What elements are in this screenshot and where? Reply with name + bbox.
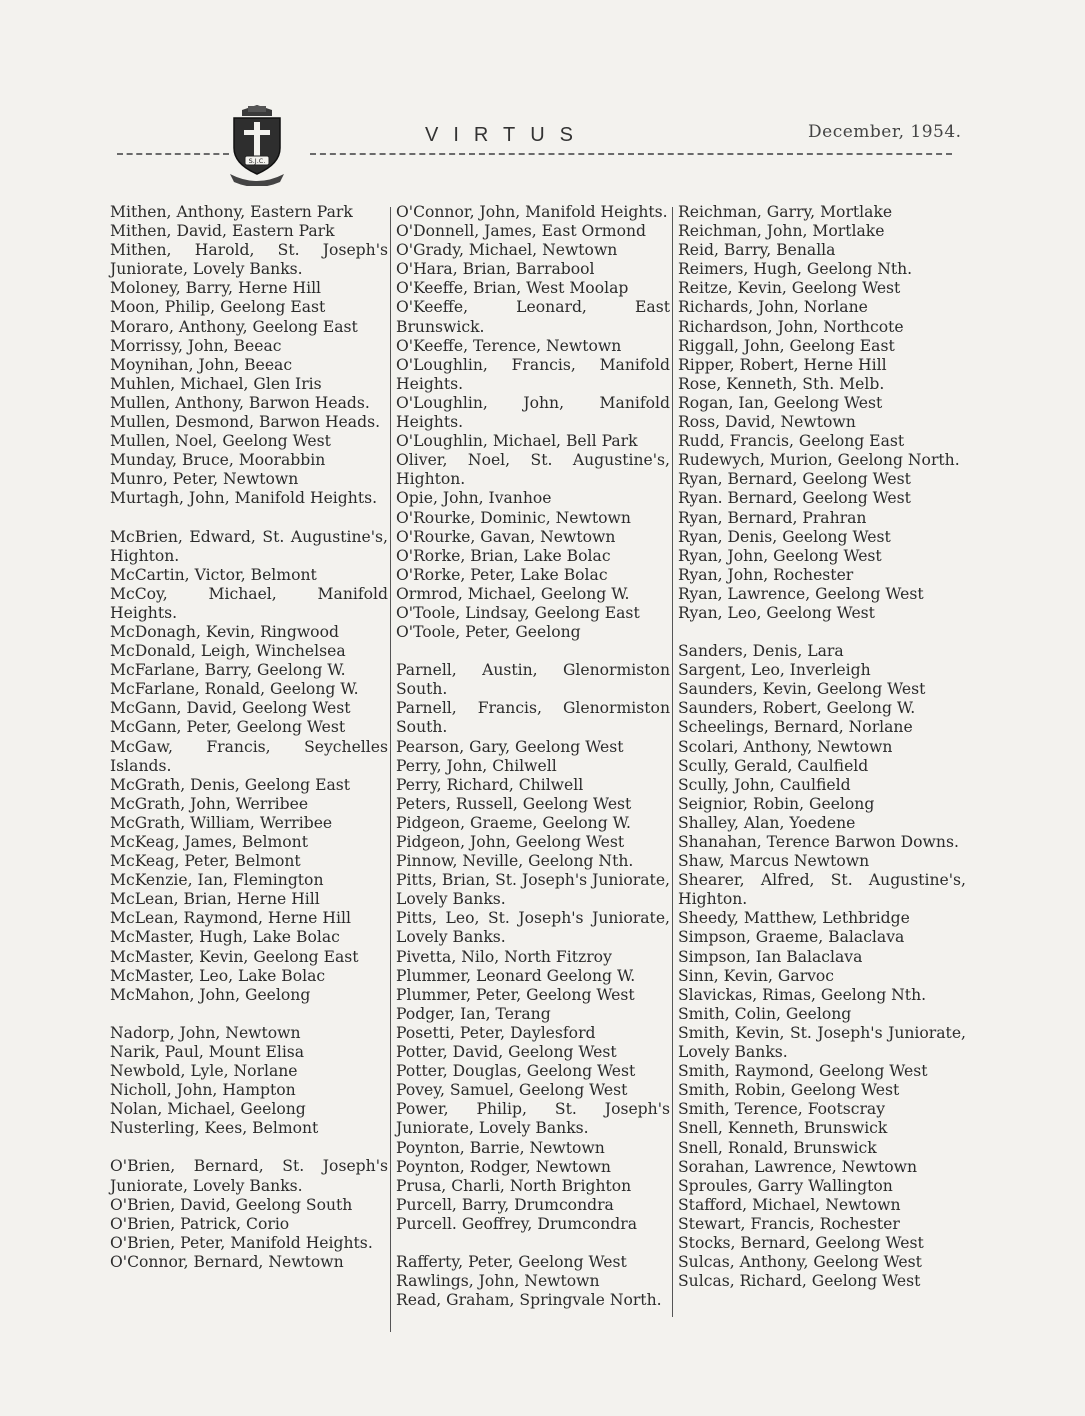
name-entry: Seignior, Robin, Geelong (678, 794, 875, 813)
name-entry: Shanahan, Terence Barwon Downs. (678, 833, 959, 851)
name-entry: Nadorp, John, Newtown (110, 1023, 301, 1042)
name-entry: Perry, Richard, Chilwell (396, 775, 584, 794)
name-entry: Podger, Ian, Terang (396, 1004, 551, 1023)
name-entry: Reimers, Hugh, Geelong Nth. (678, 260, 913, 279)
name-entry: O'Brien, Bernard, St. Joseph's Juniorate, Lovely Banks. (110, 1157, 388, 1195)
name-entry: McCartin, Victor, Belmont (110, 565, 317, 584)
name-entry: O'Rourke, Dominic, Newtown (396, 508, 631, 527)
name-entry: Pidgeon, Graeme, Geelong W. (396, 813, 631, 832)
name-entry: Mithen, Anthony, Eastern Park (110, 203, 353, 221)
name-entry: Ryan, Bernard, Prahran (678, 508, 867, 527)
name-entry: Rose, Kenneth, Sth. Melb. (678, 374, 885, 393)
name-entry: Reid, Barry, Benalla (678, 241, 836, 260)
name-entry: Povey, Samuel, Geelong West (396, 1081, 628, 1100)
name-entry: Richardson, John, Northcote (678, 317, 904, 336)
name-entry: Sproules, Garry Wallington (678, 1176, 893, 1195)
name-entry: Poynton, Barrie, Newtown (396, 1138, 605, 1157)
name-entry: Nicholl, John, Hampton (110, 1081, 296, 1100)
name-entry: McGrath, John, Werribee (110, 794, 309, 813)
name-entry: Plummer, Leonard Geelong W. (396, 966, 636, 985)
name-entry: O'Loughlin, Michael, Bell Park (396, 432, 638, 451)
name-entry: McGann, Peter, Geelong West (110, 718, 346, 737)
name-entry: McKenzie, Ian, Flemington (110, 871, 324, 890)
name-entry: Power, Philip, St. Joseph's Juniorate, Lovely Banks. (396, 1100, 670, 1138)
name-entry: Posetti, Peter, Daylesford (396, 1023, 596, 1042)
name-entry: Smith, Raymond, Geelong West (678, 1062, 928, 1081)
name-entry: McMahon, John, Geelong (110, 985, 311, 1004)
name-entry: O'Keeffe, Leonard, East Brunswick. (396, 298, 670, 336)
names-column-2 (396, 203, 670, 1310)
name-entry: Prusa, Charli, North Brighton (396, 1176, 632, 1195)
name-entry: O'Keeffe, Terence, Newtown (396, 336, 622, 355)
crest-initials: S.J.C. (248, 157, 266, 165)
section-gap (396, 1234, 670, 1253)
name-entry: Murtagh, John, Manifold Heights. (110, 489, 378, 508)
college-crest-icon (228, 104, 286, 186)
header-rule-left (117, 153, 229, 155)
name-entry: McLean, Brian, Herne Hill (110, 890, 320, 909)
name-entry: Plummer, Peter, Geelong West (396, 985, 635, 1004)
column-divider-1 (390, 207, 391, 1332)
names-column-1 (110, 203, 388, 1272)
name-entry: O'Donnell, James, East Ormond (396, 222, 646, 241)
name-entry: Pearson, Gary, Geelong West (396, 737, 624, 756)
name-entry: O'Brien, Patrick, Corio (110, 1214, 290, 1233)
name-entry: Rawlings, John, Newtown (396, 1272, 600, 1291)
name-entry: Simpson, Graeme, Balaclava (678, 928, 905, 947)
name-entry: O'Connor, John, Manifold Heights. (396, 203, 668, 221)
name-entry: Smith, Robin, Geelong West (678, 1081, 900, 1100)
name-entry: McGann, David, Geelong West (110, 699, 351, 718)
name-entry: Rafferty, Peter, Geelong West (396, 1252, 627, 1271)
name-entry: O'Rorke, Brian, Lake Bolac (396, 546, 611, 565)
header-rule-right (310, 153, 952, 155)
name-entry: Munro, Peter, Newtown (110, 470, 299, 489)
section-gap (110, 509, 388, 528)
name-entry: Pinnow, Neville, Geelong Nth. (396, 852, 634, 871)
name-entry: Saunders, Robert, Geelong W. (678, 699, 916, 718)
name-entry: Sinn, Kevin, Garvoc (678, 966, 835, 985)
name-entry: Pitts, Leo, St. Joseph's Juniorate, Lovely Banks. (396, 909, 670, 947)
name-entry: Moynihan, John, Beeac (110, 355, 293, 374)
name-entry: McBrien, Edward, St. Augustine's, Highton. (110, 527, 388, 565)
name-entry: Snell, Kenneth, Brunswick (678, 1119, 888, 1138)
section-gap (396, 642, 670, 661)
name-entry: McGrath, Denis, Geelong East (110, 775, 351, 794)
name-entry: Ripper, Robert, Herne Hill (678, 355, 887, 374)
name-entry: Potter, David, Geelong West (396, 1043, 617, 1062)
name-entry: Moloney, Barry, Herne Hill (110, 279, 322, 298)
name-entry: McMaster, Kevin, Geelong East (110, 947, 359, 966)
name-entry: Ryan, Leo, Geelong West (678, 603, 875, 622)
name-entry: Shearer, Alfred, St. Augustine's, Highton. (678, 871, 966, 909)
name-entry: O'Keeffe, Brian, West Moolap (396, 279, 629, 298)
name-entry: McDonagh, Kevin, Ringwood (110, 622, 339, 641)
name-entry: O'Hara, Brian, Barrabool (396, 260, 595, 279)
name-entry: Mithen, David, Eastern Park (110, 222, 335, 241)
name-entry: Sulcas, Anthony, Geelong West (678, 1253, 922, 1272)
name-entry: Muhlen, Michael, Glen Iris (110, 374, 322, 393)
name-entry: Sheedy, Matthew, Lethbridge (678, 909, 910, 928)
name-entry: Stewart, Francis, Rochester (678, 1214, 900, 1233)
name-entry: Shaw, Marcus Newtown (678, 852, 870, 871)
name-entry: O'Brien, David, Geelong South (110, 1195, 353, 1214)
name-entry: Simpson, Ian Balaclava (678, 947, 863, 966)
name-entry: Rogan, Ian, Geelong West (678, 393, 883, 412)
name-entry: Scully, Gerald, Caulfield (678, 756, 869, 775)
name-entry: Mullen, Desmond, Barwon Heads. (110, 413, 381, 432)
name-entry: Sargent, Leo, Inverleigh (678, 661, 871, 680)
magazine-title: VIRTUS (425, 124, 588, 146)
name-entry: McDonald, Leigh, Winchelsea (110, 642, 346, 661)
name-entry: Nusterling, Kees, Belmont (110, 1119, 319, 1138)
name-entry: O'Toole, Peter, Geelong (396, 623, 581, 642)
name-entry: Narik, Paul, Mount Elisa (110, 1042, 305, 1061)
name-entry: Saunders, Kevin, Geelong West (678, 680, 926, 699)
name-entry: Ryan, Bernard, Geelong West (678, 470, 911, 489)
name-entry: Ryan, John, Rochester (678, 565, 854, 584)
name-entry: Peters, Russell, Geelong West (396, 794, 632, 813)
name-entry: Mullen, Noel, Geelong West (110, 432, 331, 451)
name-entry: Parnell, Austin, Glenormiston South. (396, 661, 670, 699)
name-entry: Nolan, Michael, Geelong (110, 1100, 306, 1119)
name-entry: Ross, David, Newtown (678, 413, 856, 432)
name-entry: McLean, Raymond, Herne Hill (110, 909, 351, 928)
column-divider-2 (672, 207, 673, 1317)
name-entry: Riggall, John, Geelong East (678, 336, 895, 355)
section-gap (110, 1138, 388, 1157)
name-entry: Rudewych, Murion, Geelong North. (678, 451, 960, 470)
name-entry: O'Grady, Michael, Newtown (396, 241, 618, 260)
name-entry: O'Rourke, Gavan, Newtown (396, 527, 616, 546)
name-entry: Morrissy, John, Beeac (110, 336, 282, 355)
name-entry: Smith, Colin, Geelong (678, 1004, 852, 1023)
name-entry: Ormrod, Michael, Geelong W. (396, 584, 630, 603)
name-entry: McGaw, Francis, Seychelles Islands. (110, 737, 388, 775)
name-entry: Purcell. Geoffrey, Drumcondra (396, 1214, 638, 1233)
name-entry: McMaster, Leo, Lake Bolac (110, 966, 326, 985)
name-entry: McKeag, James, Belmont (110, 833, 308, 851)
name-entry: Poynton, Rodger, Newtown (396, 1157, 611, 1176)
name-entry: McCoy, Michael, Manifold Heights. (110, 584, 388, 622)
name-entry: Shalley, Alan, Yoedene (678, 813, 856, 832)
section-gap (678, 623, 966, 642)
name-entry: Moraro, Anthony, Geelong East (110, 317, 358, 336)
name-entry: Mithen, Harold, St. Joseph's Juniorate, Lovely Banks. (110, 241, 388, 279)
name-entry: Potter, Douglas, Geelong West (396, 1062, 636, 1081)
name-entry: O'Loughlin, John, Manifold Heights. (396, 393, 670, 432)
name-entry: Richards, John, Norlane (678, 298, 868, 317)
section-gap (110, 1005, 388, 1024)
name-entry: Purcell, Barry, Drumcondra (396, 1195, 614, 1214)
name-entry: Read, Graham, Springvale North. (396, 1291, 662, 1310)
name-entry: Reitze, Kevin, Geelong West (678, 279, 901, 298)
name-entry: Scully, John, Caulfield (678, 775, 851, 794)
name-entry: Newbold, Lyle, Norlane (110, 1062, 298, 1081)
name-entry: O'Brien, Peter, Manifold Heights. (110, 1233, 373, 1252)
name-entry: Snell, Ronald, Brunswick (678, 1138, 877, 1157)
name-entry: Slavickas, Rimas, Geelong Nth. (678, 985, 927, 1004)
name-entry: McGrath, William, Werribee (110, 813, 333, 832)
name-entry: Smith, Terence, Footscray (678, 1100, 886, 1119)
issue-date: December, 1954. (808, 122, 962, 142)
name-entry: Ryan, Lawrence, Geelong West (678, 584, 924, 603)
name-entry: Scheelings, Bernard, Norlane (678, 718, 913, 737)
name-entry: Smith, Kevin, St. Joseph's Juniorate, Lovely Banks. (678, 1023, 966, 1062)
name-entry: Pidgeon, John, Geelong West (396, 833, 625, 851)
name-entry: Oliver, Noel, St. Augustine's, Highton. (396, 451, 670, 489)
name-entry: Munday, Bruce, Moorabbin (110, 451, 326, 470)
name-entry: Sulcas, Richard, Geelong West (678, 1272, 921, 1291)
name-entry: McFarlane, Barry, Geelong W. (110, 661, 346, 680)
name-entry: Sanders, Denis, Lara (678, 642, 844, 661)
name-entry: Reichman, Garry, Mortlake (678, 203, 893, 221)
name-entry: Parnell, Francis, Glenormiston South. (396, 699, 670, 737)
name-entry: Ryan. Bernard, Geelong West (678, 489, 911, 508)
name-entry: McMaster, Hugh, Lake Bolac (110, 928, 340, 947)
name-entry: Moon, Philip, Geelong East (110, 298, 326, 317)
name-entry: O'Connor, Bernard, Newtown (110, 1252, 344, 1271)
name-entry: O'Loughlin, Francis, Manifold Heights. (396, 355, 670, 393)
name-entry: Reichman, John, Mortlake (678, 222, 885, 241)
name-entry: Pivetta, Nilo, North Fitzroy (396, 947, 612, 966)
name-entry: Pitts, Brian, St. Joseph's Juniorate, Lovely Banks. (396, 871, 671, 909)
names-column-3 (678, 203, 966, 1291)
name-entry: O'Toole, Lindsay, Geelong East (396, 603, 640, 622)
name-entry: Sorahan, Lawrence, Newtown (678, 1157, 917, 1176)
name-entry: O'Rorke, Peter, Lake Bolac (396, 565, 608, 584)
name-entry: Perry, John, Chilwell (396, 756, 557, 775)
name-entry: Scolari, Anthony, Newtown (678, 737, 893, 756)
name-entry: Ryan, John, Geelong West (678, 546, 882, 565)
name-entry: McFarlane, Ronald, Geelong W. (110, 680, 359, 699)
name-entry: McKeag, Peter, Belmont (110, 852, 301, 871)
name-entry: Ryan, Denis, Geelong West (678, 527, 891, 546)
name-entry: Stocks, Bernard, Geelong West (678, 1233, 924, 1252)
name-entry: Rudd, Francis, Geelong East (678, 432, 905, 451)
name-entry: Opie, John, Ivanhoe (396, 489, 552, 508)
page-header (0, 0, 1085, 200)
name-entry: Stafford, Michael, Newtown (678, 1195, 901, 1214)
name-entry: Mullen, Anthony, Barwon Heads. (110, 393, 370, 412)
